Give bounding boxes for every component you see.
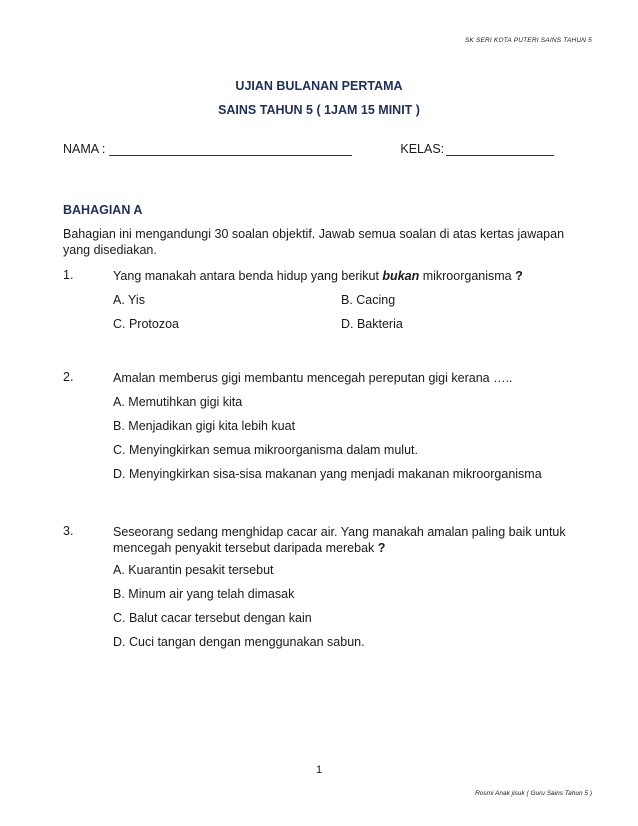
- question-text: Yang manakah antara benda hidup yang berikut bukan mikroorganisma ?: [113, 269, 523, 283]
- option-b[interactable]: B. Minum air yang telah dimasak: [113, 587, 295, 601]
- option-a[interactable]: A. Memutihkan gigi kita: [113, 395, 243, 409]
- class-label: KELAS:: [400, 142, 445, 156]
- section-instructions: Bahagian ini mengandungi 30 soalan objektif. Jawab semua soalan di atas kertas jawapan yang disediakan.: [63, 227, 565, 257]
- section-title: BAHAGIAN A: [63, 203, 143, 217]
- option-d[interactable]: D. Menyingkirkan sisa-sisa makanan yang menjadi makanan mikroorganisma: [113, 467, 542, 481]
- page-footer-author: Rosmi Anak jisuk ( Guru Sains Tahun 5 ): [475, 790, 592, 797]
- exam-title-block: [0, 77, 638, 125]
- page-number: 1: [315, 764, 323, 776]
- class-blank[interactable]: [446, 143, 554, 156]
- student-info-line: [63, 142, 583, 156]
- option-b[interactable]: B. Cacing: [341, 293, 396, 307]
- exam-title: UJIAN BULANAN PERTAMA: [235, 79, 403, 93]
- question-number: 2.: [63, 370, 74, 384]
- option-c[interactable]: C. Balut cacar tersebut dengan kain: [113, 611, 312, 625]
- question-text: Seseorang sedang menghidap cacar air. Yang manakah amalan paling baik untuk mencegah penyakit tersebut daripada merebak ?: [113, 525, 566, 555]
- name-blank[interactable]: [109, 143, 352, 156]
- option-c[interactable]: C. Menyingkirkan semua mikroorganisma dalam mulut.: [113, 443, 418, 457]
- question-3: [63, 524, 588, 654]
- option-d[interactable]: D. Bakteria: [341, 317, 403, 331]
- name-field[interactable]: [63, 142, 352, 156]
- page-header-school: SK SERI KOTA PUTERI SAINS TAHUN 5: [464, 37, 592, 44]
- class-field[interactable]: [400, 142, 554, 156]
- option-a[interactable]: A. Kuarantin pesakit tersebut: [113, 563, 274, 577]
- name-label: NAMA :: [63, 142, 106, 156]
- question-number: 3.: [63, 524, 74, 538]
- option-c[interactable]: C. Protozoa: [113, 317, 180, 331]
- question-text: Amalan memberus gigi membantu mencegah pereputan gigi kerana …..: [113, 371, 513, 385]
- option-b[interactable]: B. Menjadikan gigi kita lebih kuat: [113, 419, 296, 433]
- question-1: [63, 268, 588, 336]
- question-2: [63, 370, 588, 486]
- question-emphasis: bukan: [382, 269, 420, 283]
- option-a[interactable]: A. Yis: [113, 293, 145, 307]
- exam-subtitle: SAINS TAHUN 5 ( 1JAM 15 MINIT ): [218, 103, 420, 117]
- question-number: 1.: [63, 268, 74, 282]
- option-d[interactable]: D. Cuci tangan dengan menggunakan sabun.: [113, 635, 365, 649]
